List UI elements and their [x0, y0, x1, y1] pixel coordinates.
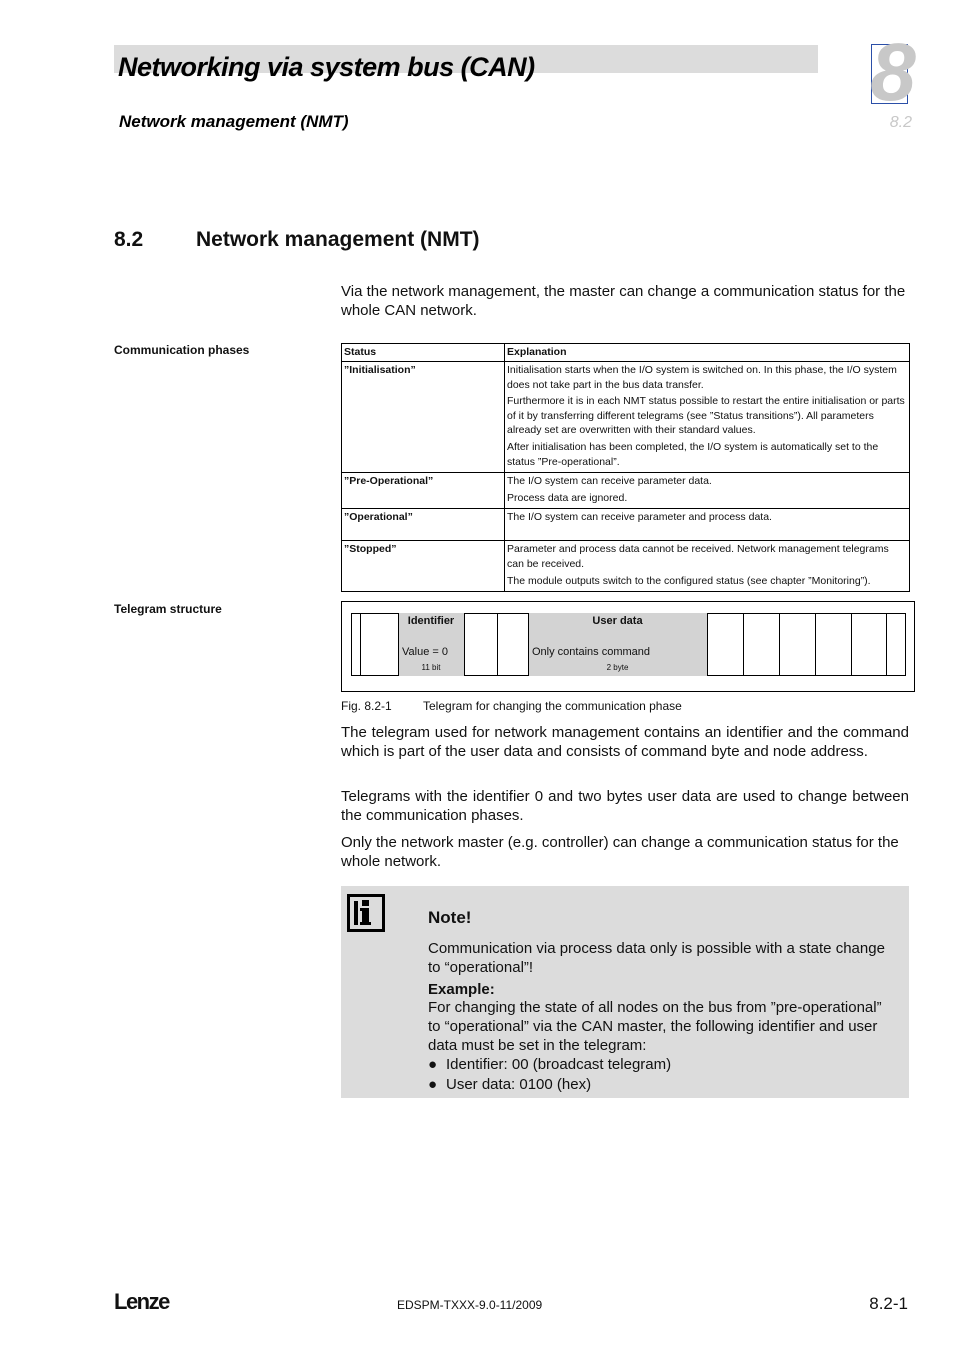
explanation-cell	[505, 509, 910, 541]
figure-caption	[341, 699, 682, 713]
explanation-line: After initialisation has been completed, the I/O system is automatically set to the status ”Pre-operational”.	[507, 440, 879, 468]
explanation-line: The module outputs switch to the configured status (see chapter ”Monitoring”).	[507, 574, 871, 587]
column-header-explanation: Explanation	[505, 344, 910, 362]
telegram-field	[707, 613, 743, 676]
side-label-communication-phases: Communication phases	[114, 343, 250, 357]
explanation-cell	[505, 362, 910, 473]
section-number: 8.2	[114, 228, 144, 251]
status-cell: ”Operational”	[342, 509, 505, 541]
info-icon	[347, 894, 385, 932]
explanation-line: Furthermore it is in each NMT status possible to restart the entire initialisation or parts of it by transferring different telegrams (see ”Status transitions”). All parameters already set are overwritten with their standard values.	[507, 395, 905, 437]
status-cell: ”Stopped”	[342, 541, 505, 592]
body-paragraph: Telegrams with the identifier 0 and two bytes user data are used to change between the communication phases.	[341, 788, 909, 824]
list-item	[428, 1076, 591, 1093]
identifier-label: Identifier	[407, 615, 455, 627]
section-title: Network management (NMT)	[196, 228, 480, 251]
telegram-field	[815, 613, 851, 676]
list-item	[428, 1056, 671, 1073]
telegram-field	[851, 613, 886, 676]
bullet-icon: ●	[428, 1076, 438, 1093]
page-number: 8.2-1	[869, 1294, 908, 1313]
explanation-line: The I/O system can receive parameter data.	[507, 475, 712, 488]
telegram-field	[743, 613, 779, 676]
chapter-title: Networking via system bus (CAN)	[118, 52, 535, 82]
identifier-size: 11 bit	[421, 663, 441, 672]
explanation-line: Process data are ignored.	[507, 491, 628, 504]
section-running-title: Network management (NMT)	[119, 112, 349, 131]
table-row	[342, 362, 910, 473]
user-data-label: User data	[592, 615, 643, 627]
intro-paragraph: Via the network management, the master can change a communication status for the whole CAN network.	[341, 283, 906, 319]
explanation-cell	[505, 473, 910, 509]
identifier-value: Value = 0	[402, 646, 448, 658]
user-data-value: Only contains command	[532, 646, 650, 658]
telegram-field	[360, 613, 398, 676]
list-item-text: Identifier: 00 (broadcast telegram)	[446, 1056, 672, 1073]
explanation-line: Parameter and process data cannot be received. Network management telegrams can be received.	[507, 543, 889, 570]
user-data-size: 2 byte	[606, 663, 629, 672]
chapter-number: 8	[870, 27, 916, 118]
body-paragraph: The telegram used for network management contains an identifier and the command which is part of the user data and consists of command byte and node address.	[341, 724, 909, 760]
table-header-row	[342, 344, 910, 362]
chapter-section-number: 8.2	[889, 114, 912, 131]
status-cell: ”Initialisation”	[342, 362, 505, 473]
status-cell: ”Pre-Operational”	[342, 473, 505, 509]
note-heading: Note!	[428, 908, 472, 927]
telegram-field	[351, 613, 360, 676]
note-text: Communication via process data only is possible with a state change to “operational”!	[428, 940, 885, 976]
telegram-field	[497, 613, 528, 676]
note-example-text: For changing the state of all nodes on the bus from ”pre-operational” to “operational” via the CAN master, the following identifier and user data must be set in the telegram:	[428, 999, 882, 1054]
telegram-field	[779, 613, 815, 676]
explanation-cell	[505, 541, 910, 592]
note-example-label: Example:	[428, 981, 495, 998]
document-id: EDSPM-TXXX-9.0-11/2009	[397, 1298, 543, 1312]
explanation-line: The I/O system can receive parameter and process data.	[507, 511, 772, 524]
side-label-telegram-structure: Telegram structure	[114, 602, 222, 616]
table-row	[342, 473, 910, 509]
figure-number: Fig. 8.2-1	[341, 699, 392, 713]
explanation-line: Initialisation starts when the I/O system is switched on. In this phase, the I/O system does not take part in the bus data transfer.	[507, 364, 897, 391]
bullet-icon: ●	[428, 1056, 438, 1073]
table-row	[342, 509, 910, 541]
list-item-text: User data: 0100 (hex)	[446, 1076, 592, 1093]
table-row	[342, 541, 910, 592]
figure-caption-text: Telegram for changing the communication phase	[423, 699, 682, 713]
column-header-status: Status	[342, 344, 505, 362]
body-paragraph: Only the network master (e.g. controller) can change a communication status for the whole network.	[341, 834, 899, 870]
lenze-logo: Lenze	[114, 1289, 169, 1314]
telegram-field	[464, 613, 497, 676]
telegram-field	[886, 613, 906, 676]
status-table	[341, 343, 910, 592]
